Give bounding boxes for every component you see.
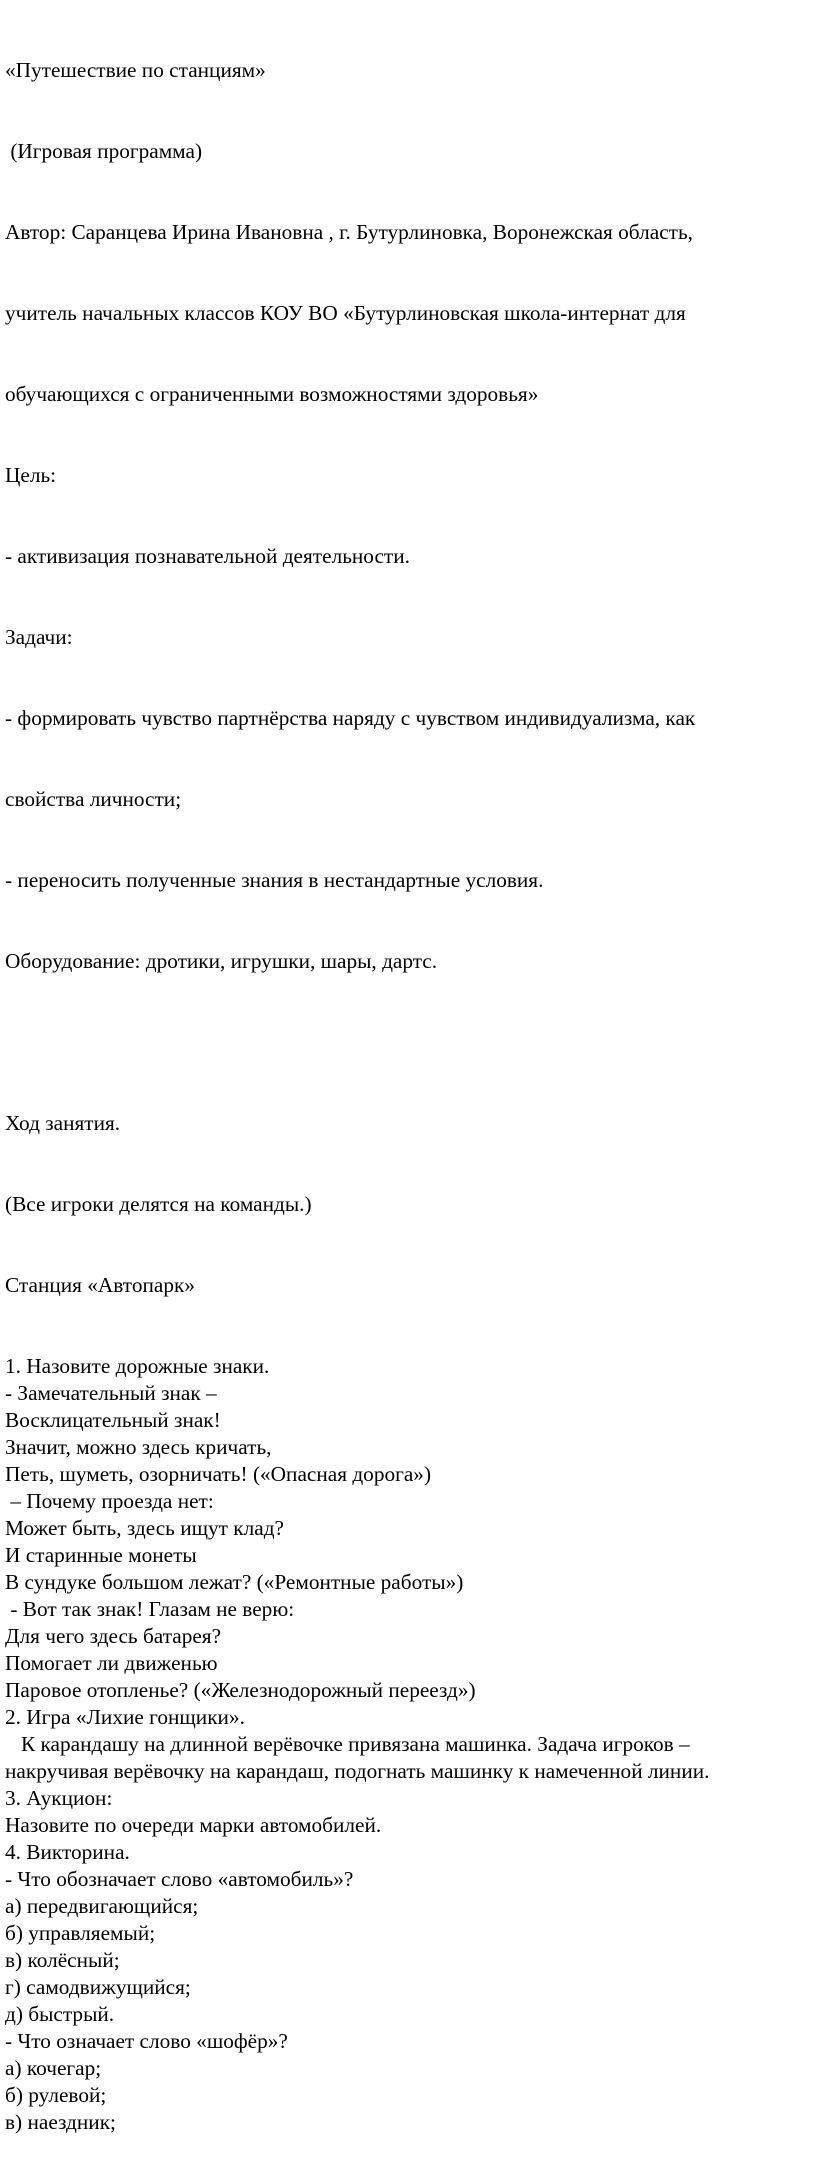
goal-heading: Цель: xyxy=(5,463,57,487)
body-line: Восклицательный знак! xyxy=(5,1408,221,1432)
body-line: В сундуке большом лежат? («Ремонтные работы») xyxy=(5,1570,464,1594)
lesson-heading: Ход занятия. xyxy=(5,1111,121,1135)
body-line: а) передвигающийся; xyxy=(5,1894,199,1918)
goal-item: - активизация познавательной деятельности. xyxy=(5,544,410,568)
lesson-note: (Все игроки делятся на команды.) xyxy=(5,1192,312,1216)
body-line: Может быть, здесь ищут клад? xyxy=(5,1516,284,1540)
body-line: д) быстрый. xyxy=(5,2002,115,2026)
document-subtitle: (Игровая программа) xyxy=(5,139,203,163)
equipment-line: Оборудование: дротики, игрушки, шары, дартс. xyxy=(5,949,438,973)
body-line: б) управляемый; xyxy=(5,1921,156,1945)
body-line: а) кочегар; xyxy=(5,2056,102,2080)
body-line: Помогает ли движенью xyxy=(5,1651,218,1675)
body-line: Для чего здесь батарея? xyxy=(5,1624,222,1648)
author-line: обучающихся с ограниченными возможностями здоровья» xyxy=(5,382,539,406)
task-line: - переносить полученные знания в нестандартные условия. xyxy=(5,868,544,892)
body-line: 4. Викторина. xyxy=(5,1840,130,1864)
author-line: учитель начальных классов КОУ ВО «Бутурлиновская школа-интернат для xyxy=(5,301,686,325)
task-line: свойства личности; xyxy=(5,787,182,811)
task-line: - формировать чувство партнёрства наряду с чувством индивидуализма, как xyxy=(5,706,696,730)
body-line: 2. Игра «Лихие гонщики». xyxy=(5,1705,245,1729)
body-line: г) самодвижущийся; xyxy=(5,1975,191,1999)
body-line: в) колёсный; xyxy=(5,1948,120,1972)
author-line: Автор: Саранцева Ирина Ивановна , г. Бутурлиновка, Воронежская область, xyxy=(5,220,693,244)
document-title: «Путешествие по станциям» xyxy=(5,58,266,82)
body-line: - Что означает слово «шофёр»? xyxy=(5,2029,288,2053)
body-line: - Вот так знак! Глазам не верю: xyxy=(5,1597,295,1621)
body-line: 3. Аукцион: xyxy=(5,1786,113,1810)
body-line: Значит, можно здесь кричать, xyxy=(5,1435,272,1459)
tasks-heading: Задачи: xyxy=(5,625,73,649)
body-line: б) рулевой; xyxy=(5,2083,107,2107)
body-line: Назовите по очереди марки автомобилей. xyxy=(5,1813,382,1837)
body-line: накручивая верёвочку на карандаш, подогнать машинку к намеченной линии. xyxy=(5,1759,710,1783)
body-line: – Почему проезда нет: xyxy=(5,1489,214,1513)
body-line: К карандашу на длинной верёвочке привязана машинка. Задача игроков – xyxy=(5,1732,690,1756)
body-line: - Что обозначает слово «автомобиль»? xyxy=(5,1867,354,1891)
body-line: И старинные монеты xyxy=(5,1543,197,1567)
body-line: 1. Назовите дорожные знаки. xyxy=(5,1354,270,1378)
body-line: - Замечательный знак – xyxy=(5,1381,217,1405)
body-line: Паровое отопленье? («Железнодорожный переезд») xyxy=(5,1678,476,1702)
blank-line xyxy=(5,1029,816,1056)
body-text xyxy=(5,1353,816,2136)
body-line: Петь, шуметь, озорничать! («Опасная дорога») xyxy=(5,1462,432,1486)
body-line: в) наездник; xyxy=(5,2110,116,2134)
station-heading: Станция «Автопарк» xyxy=(5,1273,195,1297)
